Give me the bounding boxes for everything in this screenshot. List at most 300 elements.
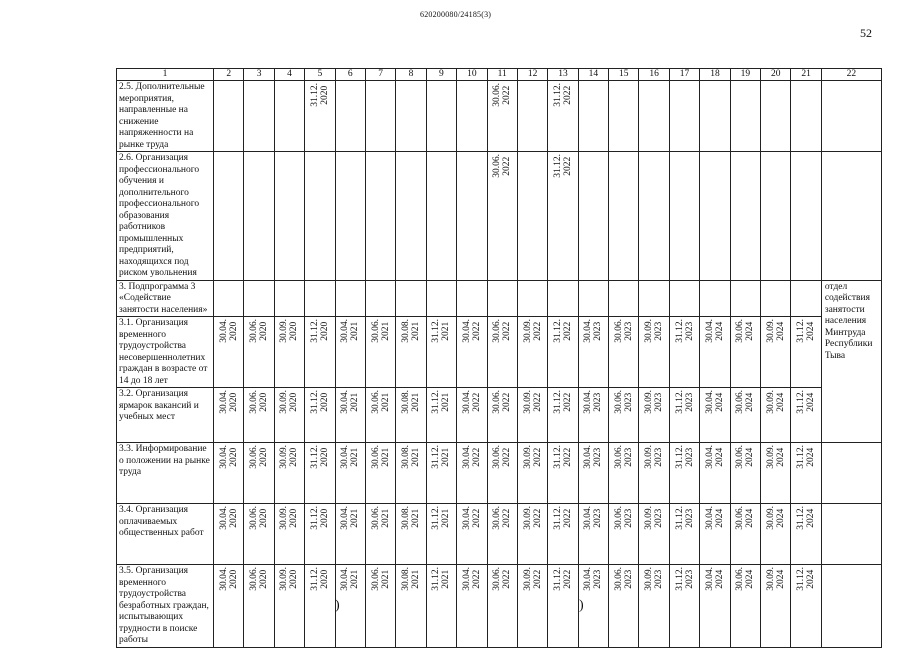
date-text: 30.06. 2020 — [249, 506, 270, 530]
table-header-row — [117, 69, 882, 81]
date-cell — [791, 81, 821, 152]
responsible-cell — [821, 81, 881, 152]
date-cell — [669, 280, 699, 317]
date-cell — [244, 443, 274, 504]
date-text: 30.04. 2022 — [461, 567, 482, 591]
date-cell — [274, 565, 304, 648]
date-cell — [609, 152, 639, 281]
date-text: 30.04. 2020 — [218, 319, 239, 343]
date-text: 30.09. 2024 — [765, 445, 786, 469]
date-cell — [517, 317, 547, 388]
date-cell — [244, 388, 274, 443]
date-text: 30.04. 2023 — [583, 390, 604, 414]
date-cell — [791, 565, 821, 648]
date-cell — [365, 443, 395, 504]
date-cell — [214, 280, 244, 317]
date-cell — [426, 81, 456, 152]
date-cell — [335, 152, 365, 281]
date-text: 31.12. 2021 — [431, 319, 452, 343]
date-cell — [244, 280, 274, 317]
date-text: 31.12. 2021 — [431, 567, 452, 591]
row-name: 3.4. Организация оплачиваемых общественных работ — [117, 504, 214, 565]
date-cell — [396, 388, 426, 443]
date-text: 30.04. 2021 — [340, 390, 361, 414]
responsible-cell — [821, 152, 881, 281]
date-cell — [578, 152, 608, 281]
row-name: 2.5. Дополнительные мероприятия, направленные на снижение напряженности на рынке труда — [117, 81, 214, 152]
date-text: 31.12. 2020 — [309, 445, 330, 469]
date-cell — [487, 152, 517, 281]
date-cell — [700, 565, 730, 648]
date-cell — [548, 81, 578, 152]
date-text: 31.12. 2020 — [309, 567, 330, 591]
date-cell — [244, 504, 274, 565]
date-text: 30.06. 2022 — [492, 567, 513, 591]
date-text: 30.04. 2020 — [218, 445, 239, 469]
date-text: 30.09. 2020 — [279, 567, 300, 591]
responsible-cell — [821, 443, 881, 504]
date-cell — [365, 280, 395, 317]
date-text: 31.12. 2024 — [796, 506, 817, 530]
date-cell — [487, 81, 517, 152]
date-cell — [426, 565, 456, 648]
date-cell — [669, 565, 699, 648]
date-cell — [517, 280, 547, 317]
date-cell — [730, 81, 760, 152]
date-text: 31.12. 2020 — [309, 319, 330, 343]
date-text: 30.09. 2022 — [522, 506, 543, 530]
date-cell — [517, 443, 547, 504]
date-text: 30.06. 2021 — [370, 567, 391, 591]
date-cell — [305, 565, 335, 648]
column-header: 22 — [821, 69, 881, 81]
date-cell — [335, 317, 365, 388]
date-cell — [578, 504, 608, 565]
date-cell — [305, 443, 335, 504]
responsible-cell — [821, 504, 881, 565]
date-cell — [761, 317, 791, 388]
date-cell — [335, 443, 365, 504]
date-cell — [548, 565, 578, 648]
date-text: 30.04. 2021 — [340, 445, 361, 469]
date-cell — [791, 152, 821, 281]
date-text: 30.04. 2024 — [704, 445, 725, 469]
date-cell — [761, 443, 791, 504]
date-text: 30.06. 2022 — [492, 319, 513, 343]
date-text: 31.12. 2023 — [674, 445, 695, 469]
date-text: 31.12. 2020 — [309, 83, 330, 107]
date-cell — [457, 81, 487, 152]
date-cell — [214, 317, 244, 388]
date-text: 30.08. 2021 — [401, 445, 422, 469]
date-text: 31.12. 2022 — [552, 506, 573, 530]
date-text: 30.06. 2023 — [613, 319, 634, 343]
column-header: 12 — [517, 69, 547, 81]
date-text: 30.04. 2023 — [583, 319, 604, 343]
date-cell — [244, 317, 274, 388]
date-text: 30.06. 2023 — [613, 445, 634, 469]
footer-mark-right: ) — [579, 598, 584, 613]
date-cell — [214, 443, 244, 504]
date-cell — [761, 280, 791, 317]
date-text: 30.09. 2022 — [522, 319, 543, 343]
date-cell — [365, 152, 395, 281]
date-cell — [214, 504, 244, 565]
table-row — [117, 443, 882, 504]
date-cell — [487, 388, 517, 443]
date-cell — [700, 280, 730, 317]
column-header: 2 — [214, 69, 244, 81]
date-text: 30.04. 2020 — [218, 506, 239, 530]
date-cell — [365, 565, 395, 648]
date-cell — [487, 565, 517, 648]
column-header: 8 — [396, 69, 426, 81]
date-cell — [365, 388, 395, 443]
date-text: 31.12. 2024 — [796, 390, 817, 414]
date-cell — [730, 388, 760, 443]
date-cell — [426, 280, 456, 317]
date-cell — [761, 504, 791, 565]
date-text: 30.04. 2024 — [704, 319, 725, 343]
column-header: 20 — [761, 69, 791, 81]
column-header: 19 — [730, 69, 760, 81]
date-text: 30.06. 2021 — [370, 390, 391, 414]
date-cell — [457, 388, 487, 443]
date-cell — [578, 388, 608, 443]
date-text: 30.04. 2023 — [583, 445, 604, 469]
date-cell — [426, 443, 456, 504]
responsible-department: отдел содействия занятости населения Минтруда Республики Тыва — [821, 280, 881, 443]
date-text: 31.12. 2022 — [552, 567, 573, 591]
date-cell — [761, 81, 791, 152]
date-cell — [244, 565, 274, 648]
date-text: 30.04. 2022 — [461, 506, 482, 530]
table-row — [117, 388, 882, 443]
column-header: 1 — [117, 69, 214, 81]
date-cell — [335, 388, 365, 443]
date-cell — [426, 317, 456, 388]
column-header: 14 — [578, 69, 608, 81]
date-text: 30.04. 2021 — [340, 319, 361, 343]
date-cell — [487, 317, 517, 388]
date-cell — [609, 504, 639, 565]
date-text: 30.04. 2022 — [461, 319, 482, 343]
date-text: 30.04. 2024 — [704, 390, 725, 414]
date-cell — [761, 388, 791, 443]
date-text: 30.06. 2021 — [370, 506, 391, 530]
date-text: 30.09. 2020 — [279, 506, 300, 530]
date-cell — [274, 280, 304, 317]
date-cell — [335, 504, 365, 565]
date-cell — [274, 81, 304, 152]
date-cell — [274, 317, 304, 388]
date-cell — [305, 388, 335, 443]
date-text: 30.04. 2022 — [461, 445, 482, 469]
row-name: 3.5. Организация временного трудоустройства безработных граждан, испытывающих трудности в поиске работы — [117, 565, 214, 648]
date-cell — [214, 388, 244, 443]
date-cell — [639, 280, 669, 317]
date-cell — [457, 443, 487, 504]
date-cell — [639, 388, 669, 443]
date-cell — [517, 504, 547, 565]
date-cell — [365, 504, 395, 565]
date-text: 30.09. 2022 — [522, 445, 543, 469]
date-text: 30.09. 2023 — [644, 319, 665, 343]
column-header: 21 — [791, 69, 821, 81]
date-text: 30.09. 2023 — [644, 390, 665, 414]
date-cell — [669, 152, 699, 281]
date-cell — [517, 565, 547, 648]
date-cell — [578, 280, 608, 317]
date-cell — [487, 504, 517, 565]
date-cell — [426, 152, 456, 281]
date-cell — [609, 565, 639, 648]
date-cell — [609, 81, 639, 152]
date-text: 30.09. 2024 — [765, 506, 786, 530]
date-cell — [639, 504, 669, 565]
date-text: 30.04. 2022 — [461, 390, 482, 414]
date-cell — [274, 152, 304, 281]
date-text: 30.06. 2022 — [492, 154, 513, 178]
date-text: 30.04. 2021 — [340, 506, 361, 530]
date-cell — [274, 504, 304, 565]
row-name: 3.1. Организация временного трудоустройства несовершеннолетних граждан в возрасте от 14 до 18 лет — [117, 317, 214, 388]
date-cell — [669, 443, 699, 504]
date-text: 31.12. 2022 — [552, 154, 573, 178]
column-header: 15 — [609, 69, 639, 81]
date-text: 31.12. 2023 — [674, 319, 695, 343]
date-text: 31.12. 2020 — [309, 506, 330, 530]
date-cell — [396, 443, 426, 504]
date-cell — [700, 81, 730, 152]
date-text: 31.12. 2024 — [796, 445, 817, 469]
date-cell — [396, 504, 426, 565]
column-header: 4 — [274, 69, 304, 81]
date-cell — [396, 565, 426, 648]
date-cell — [457, 280, 487, 317]
date-cell — [457, 565, 487, 648]
column-header: 13 — [548, 69, 578, 81]
date-text: 31.12. 2022 — [552, 390, 573, 414]
date-text: 30.04. 2020 — [218, 567, 239, 591]
row-name: 3.2. Организация ярмарок вакансий и учебных мест — [117, 388, 214, 443]
column-header: 11 — [487, 69, 517, 81]
date-cell — [487, 280, 517, 317]
date-cell — [214, 565, 244, 648]
date-text: 30.04. 2024 — [704, 567, 725, 591]
date-text: 31.12. 2022 — [552, 83, 573, 107]
date-text: 30.09. 2022 — [522, 567, 543, 591]
date-cell — [305, 152, 335, 281]
date-text: 31.12. 2024 — [796, 567, 817, 591]
date-text: 31.12. 2022 — [552, 445, 573, 469]
date-text: 30.06. 2020 — [249, 390, 270, 414]
date-cell — [335, 280, 365, 317]
date-cell — [274, 443, 304, 504]
date-cell — [548, 443, 578, 504]
date-cell — [578, 443, 608, 504]
date-cell — [669, 81, 699, 152]
date-text: 31.12. 2021 — [431, 390, 452, 414]
date-text: 30.08. 2021 — [401, 390, 422, 414]
date-text: 30.04. 2021 — [340, 567, 361, 591]
date-cell — [548, 504, 578, 565]
date-cell — [426, 504, 456, 565]
date-cell — [396, 152, 426, 281]
date-cell — [639, 443, 669, 504]
date-text: 31.12. 2020 — [309, 390, 330, 414]
date-text: 30.06. 2024 — [735, 445, 756, 469]
date-cell — [791, 504, 821, 565]
table-row — [117, 81, 882, 152]
date-cell — [578, 81, 608, 152]
date-text: 30.06. 2023 — [613, 506, 634, 530]
date-text: 30.06. 2024 — [735, 390, 756, 414]
date-cell — [669, 317, 699, 388]
column-header: 10 — [457, 69, 487, 81]
date-cell — [669, 388, 699, 443]
column-header: 18 — [700, 69, 730, 81]
date-cell — [761, 565, 791, 648]
date-text: 30.06. 2020 — [249, 567, 270, 591]
date-text: 30.06. 2022 — [492, 390, 513, 414]
date-cell — [609, 317, 639, 388]
date-text: 30.04. 2024 — [704, 506, 725, 530]
date-text: 30.06. 2024 — [735, 567, 756, 591]
date-text: 30.06. 2024 — [735, 506, 756, 530]
date-cell — [700, 443, 730, 504]
date-cell — [639, 317, 669, 388]
date-cell — [730, 443, 760, 504]
page-number: 52 — [860, 26, 872, 40]
date-cell — [305, 317, 335, 388]
date-cell — [791, 388, 821, 443]
date-text: 31.12. 2023 — [674, 390, 695, 414]
date-cell — [365, 81, 395, 152]
date-text: 30.06. 2020 — [249, 445, 270, 469]
date-text: 30.09. 2020 — [279, 390, 300, 414]
date-text: 30.06. 2023 — [613, 567, 634, 591]
date-cell — [396, 317, 426, 388]
table-row — [117, 280, 882, 317]
date-text: 30.09. 2022 — [522, 390, 543, 414]
table-row — [117, 565, 882, 648]
date-text: 30.09. 2024 — [765, 390, 786, 414]
date-cell — [396, 81, 426, 152]
date-cell — [365, 317, 395, 388]
date-text: 30.09. 2023 — [644, 567, 665, 591]
date-text: 30.06. 2022 — [492, 506, 513, 530]
date-cell — [457, 504, 487, 565]
date-text: 30.06. 2023 — [613, 390, 634, 414]
date-text: 30.06. 2022 — [492, 83, 513, 107]
date-cell — [730, 317, 760, 388]
responsible-cell — [821, 565, 881, 648]
date-cell — [214, 152, 244, 281]
date-text: 30.06. 2021 — [370, 319, 391, 343]
date-text: 31.12. 2021 — [431, 445, 452, 469]
date-text: 30.09. 2023 — [644, 445, 665, 469]
date-cell — [487, 443, 517, 504]
date-text: 30.09. 2020 — [279, 445, 300, 469]
column-header: 5 — [305, 69, 335, 81]
date-cell — [244, 152, 274, 281]
table-row — [117, 152, 882, 281]
date-cell — [244, 81, 274, 152]
date-cell — [700, 388, 730, 443]
column-header: 9 — [426, 69, 456, 81]
column-header: 17 — [669, 69, 699, 81]
date-cell — [609, 388, 639, 443]
date-cell — [305, 81, 335, 152]
date-cell — [730, 152, 760, 281]
date-text: 30.09. 2020 — [279, 319, 300, 343]
date-cell — [517, 388, 547, 443]
date-text: 30.08. 2021 — [401, 506, 422, 530]
date-cell — [639, 81, 669, 152]
date-text: 31.12. 2022 — [552, 319, 573, 343]
date-text: 30.04. 2023 — [583, 567, 604, 591]
date-cell — [274, 388, 304, 443]
date-text: 31.12. 2023 — [674, 567, 695, 591]
date-cell — [578, 317, 608, 388]
table-row — [117, 504, 882, 565]
date-text: 30.09. 2023 — [644, 506, 665, 530]
document-code: 620200080/24185(3) — [420, 10, 492, 19]
row-name: 3. Подпрограмма 3 «Содействие занятости населения» — [117, 280, 214, 317]
date-cell — [396, 280, 426, 317]
table-row — [117, 317, 882, 388]
date-text: 30.04. 2023 — [583, 506, 604, 530]
schedule-table — [116, 68, 882, 648]
date-cell — [517, 81, 547, 152]
column-header: 16 — [639, 69, 669, 81]
date-text: 30.06. 2020 — [249, 319, 270, 343]
date-cell — [639, 565, 669, 648]
date-cell — [457, 152, 487, 281]
date-cell — [669, 504, 699, 565]
date-cell — [730, 504, 760, 565]
date-cell — [548, 280, 578, 317]
date-cell — [791, 443, 821, 504]
date-text: 30.08. 2021 — [401, 567, 422, 591]
date-cell — [548, 152, 578, 281]
date-text: 30.06. 2022 — [492, 445, 513, 469]
date-cell — [730, 280, 760, 317]
date-text: 30.09. 2024 — [765, 567, 786, 591]
date-text: 31.12. 2024 — [796, 319, 817, 343]
date-text: 30.06. 2021 — [370, 445, 391, 469]
date-cell — [548, 388, 578, 443]
date-text: 30.09. 2024 — [765, 319, 786, 343]
date-cell — [700, 152, 730, 281]
date-cell — [426, 388, 456, 443]
date-cell — [305, 504, 335, 565]
date-cell — [791, 317, 821, 388]
column-header: 7 — [365, 69, 395, 81]
date-cell — [700, 317, 730, 388]
date-cell — [335, 81, 365, 152]
date-cell — [517, 152, 547, 281]
date-text: 31.12. 2021 — [431, 506, 452, 530]
date-cell — [457, 317, 487, 388]
date-cell — [791, 280, 821, 317]
date-cell — [761, 152, 791, 281]
date-text: 31.12. 2023 — [674, 506, 695, 530]
date-cell — [548, 317, 578, 388]
footer-mark-left: ) — [335, 598, 340, 613]
date-text: 30.04. 2020 — [218, 390, 239, 414]
